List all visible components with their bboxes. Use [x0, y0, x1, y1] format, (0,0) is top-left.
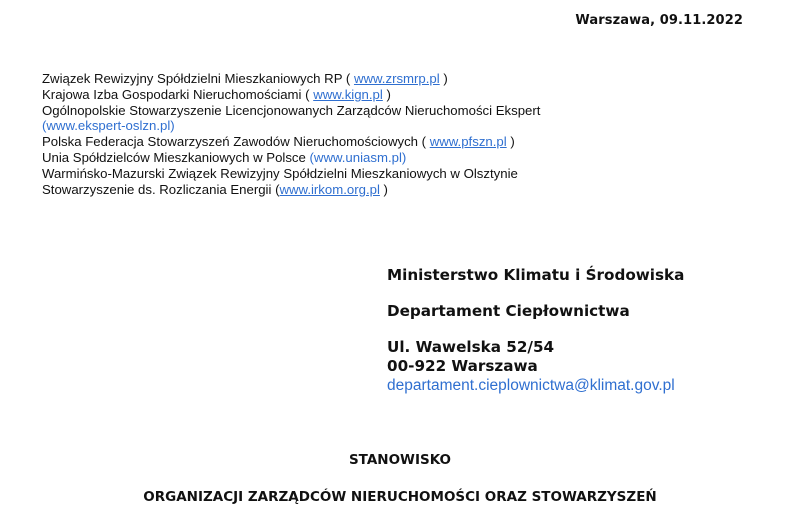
addressee-block: [387, 266, 684, 395]
org-website-link[interactable]: www.irkom.org.pl: [279, 181, 380, 197]
org-line-pfszn: [42, 134, 762, 150]
org-paren: ): [382, 86, 391, 102]
org-name: Ogólnopolskie Stowarzyszenie Licencjonowanych Zarządców Nieruchomości Ekspert: [42, 102, 541, 118]
department-name: Departament Ciepłownictwa: [387, 302, 630, 320]
org-paren: ): [379, 181, 388, 197]
org-line-kign: [42, 87, 762, 103]
department-email-link[interactable]: departament.cieplownictwa@klimat.gov.pl: [387, 377, 675, 394]
org-name: Krajowa Izba Gospodarki Nieruchomościami (: [42, 86, 314, 102]
org-website-link[interactable]: www.kign.pl: [313, 86, 383, 102]
org-website-link[interactable]: www.zrsmrp.pl: [353, 71, 440, 86]
org-website-link[interactable]: (www.uniasm.pl): [309, 149, 407, 165]
org-line-ekspert-website: [42, 118, 762, 134]
org-paren: ): [439, 71, 448, 86]
document-title: STANOWISKO: [348, 452, 452, 468]
org-name: Warmińsko-Mazurski Związek Rewizyjny Spółdzielni Mieszkaniowych w Olsztynie: [42, 165, 518, 181]
org-name: Unia Spółdzielców Mieszkaniowych w Polsce: [42, 149, 310, 165]
org-line-irkom: [42, 182, 762, 198]
org-website-link[interactable]: www.pfszn.pl: [429, 134, 507, 150]
recipient-organizations: [42, 71, 762, 197]
street-address: Ul. Wawelska 52/54: [387, 338, 555, 356]
org-line-warminsko-mazurski: [42, 166, 762, 182]
org-name: Związek Rewizyjny Spółdzielni Mieszkaniowych RP (: [42, 71, 354, 86]
ministry-name: Ministerstwo Klimatu i Środowiska: [387, 266, 685, 284]
org-line-ekspert: [42, 103, 762, 119]
org-website-link[interactable]: (www.ekspert-oslzn.pl): [42, 118, 175, 134]
postal-city: 00-922 Warszawa: [387, 357, 538, 375]
org-name: Polska Federacja Stowarzyszeń Zawodów Nieruchomościowych (: [42, 134, 430, 150]
org-name: Stowarzyszenie ds. Rozliczania Energii (: [42, 181, 280, 197]
document-subtitle: ORGANIZACJI ZARZĄDCÓW NIERUCHOMOŚCI ORAZ STOWARZYSZEŃ: [143, 489, 657, 505]
org-line-uniasm: [42, 150, 762, 166]
org-line-zrsmrp: [42, 71, 762, 87]
document-date: Warszawa, 09.11.2022: [575, 13, 743, 28]
org-paren: ): [506, 134, 515, 150]
